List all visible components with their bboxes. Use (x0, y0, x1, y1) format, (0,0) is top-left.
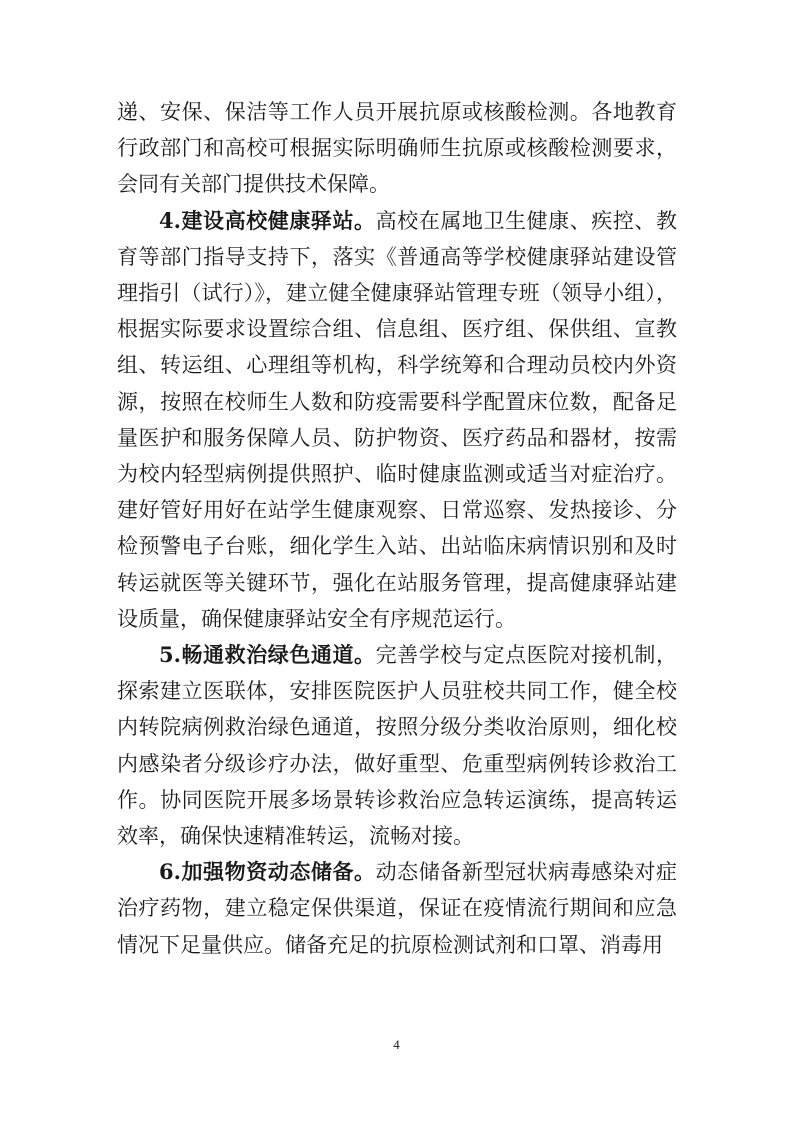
paragraph-body: 递、安保、保洁等工作人员开展抗原或核酸检测。各地教育行政部门和高校可根据实际明确师生抗原或核酸检测要求，会同有关部门提供技术保障。 (117, 100, 677, 197)
paragraph-heading: 4.建设高校健康驿站。 (159, 207, 376, 233)
document-body (117, 94, 677, 963)
paragraph-body: 完善学校与定点医院对接机制，探索建立医联体，安排医院医护人员驻校共同工作，健全校内转院病例救治绿色通道，按照分级分类收治原则，细化校内感染者分级诊疗办法，做好重型、危重型病例转诊救治工作。协同医院开展多场景转诊救治应急转运演练，提高转运效率，确保快速精准转运，流畅对接。 (117, 643, 677, 849)
page-number: 4 (393, 1037, 400, 1052)
paragraph-body: 动态储备新型冠状病毒感染对症治疗药物，建立稳定保供渠道，保证在疫情流行期间和应急情况下足量供应。储备充足的抗原检测试剂和口罩、消毒用 (117, 860, 677, 957)
paragraph-body: 高校在属地卫生健康、疾控、教育等部门指导支持下，落实《普通高等学校健康驿站建设管理指引（试行）》，建立健全健康驿站管理专班（领导小组），根据实际要求设置综合组、信息组、医疗组、保供组、宣教组、转运组、心理组等机构，科学统筹和合理动员校内外资源，按照在校师生人数和防疫需要科学配置床位数，配备足量医护和服务保障人员、防护物资、医疗药品和器材，按需为校内轻型病例提供照护、临时健康监测或适当对症治疗。建好管好用好在站学生健康观察、日常巡察、发热接诊、分检预警电子台账，细化学生入站、出站临床病情识别和及时转运就医等关键环节，强化在站服务管理，提高健康驿站建设质量，确保健康驿站安全有序规范运行。 (117, 208, 677, 631)
paragraph-heading: 6.加强物资动态储备。 (159, 859, 376, 885)
paragraph-green-channel (117, 637, 677, 854)
paragraph-material-reserve (117, 854, 677, 963)
paragraph-health-station (117, 203, 677, 637)
paragraph-continuation (117, 94, 677, 203)
paragraph-heading: 5.畅通救治绿色通道。 (159, 642, 376, 668)
